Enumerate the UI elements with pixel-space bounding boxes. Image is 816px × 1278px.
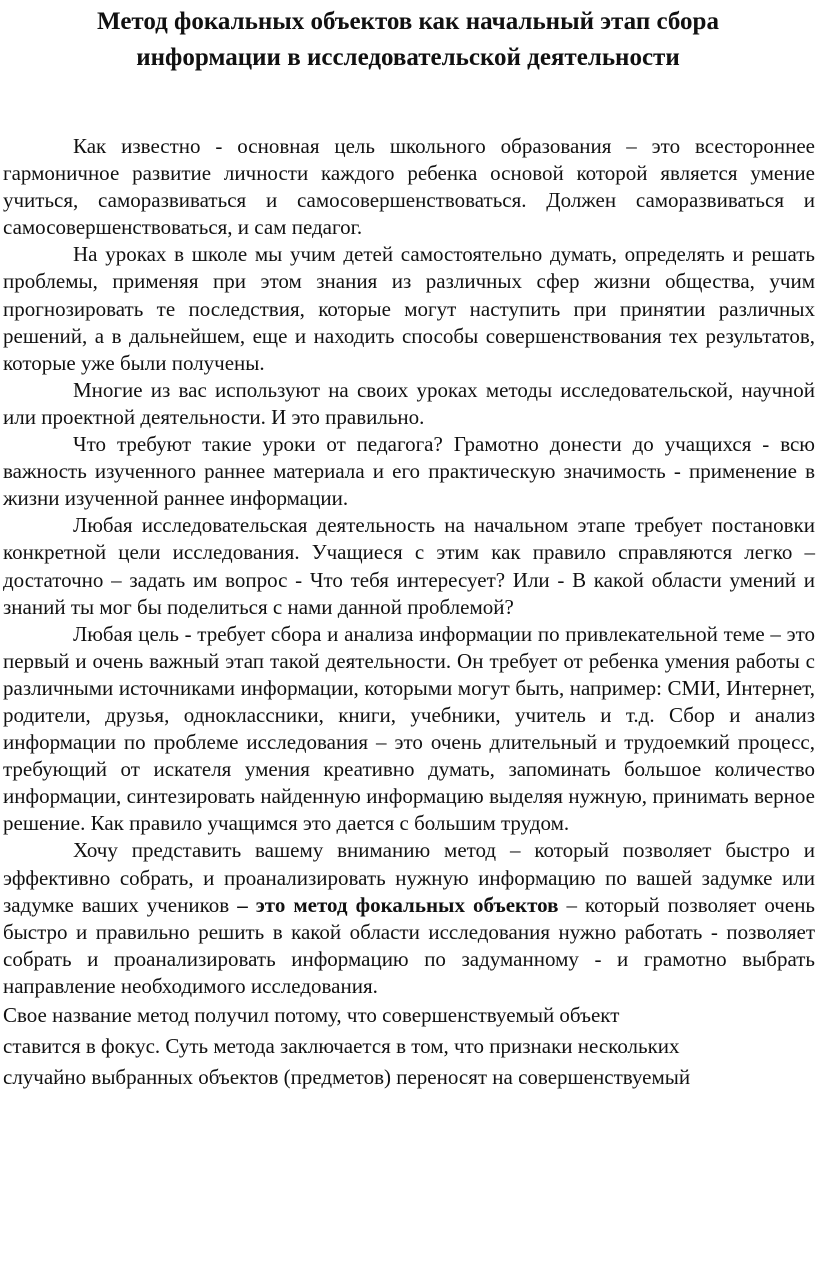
title-line-2: информации в исследовательской деятельности bbox=[136, 44, 680, 71]
closing-line-2: ставится в фокус. Суть метода заключается в том, что признаки нескольких bbox=[3, 1034, 680, 1058]
focal-text-part-2: – который позволяет очень быстро и правильно решить в какой области исследования нужно работать - позволяет собрать и проанализировать информацию по задуманному - и грамотно выбрать направление необходимого исследования. bbox=[3, 892, 816, 998]
focal-method-highlight: – это метод фокальных объектов bbox=[237, 892, 559, 917]
closing-line-1: Свое название метод получил потому, что совершенствуемый объект bbox=[3, 1003, 620, 1027]
paragraph-information-gathering: Любая цель - требует сбора и анализа информации по привлекательной теме – это первый и очень важный этап такой деятельности. Он требует от ребенка умения работы с различными источниками информации, которыми могут быть, например: СМИ, Интернет, родители, друзья, одноклассники, книги, учебники, учитель и т.д. Сбор и анализ информации по проблеме исследования – это очень длительный и трудоемкий процесс, требующий от искателя умения креативно думать, запоминать большое количество информации, синтезировать найденную информацию выделяя нужную, принимать верное решение. Как правило учащимся это дается с большим трудом. bbox=[3, 621, 815, 836]
paragraph-methods: Многие из вас используют на своих уроках методы исследовательской, научной или проектной деятельности. И это правильно. bbox=[3, 377, 815, 429]
document-body bbox=[3, 133, 815, 1093]
paragraph-research-goal: Любая исследовательская деятельность на начальном этапе требует постановки конкретной цели исследования. Учащиеся с этим как правило справляются легко – достаточно – задать им вопрос - Что тебя интересует? Или - В какой области умений и знаний ты мог бы поделиться с нами данной проблемой? bbox=[3, 513, 815, 619]
paragraph-lessons: На уроках в школе мы учим детей самостоятельно думать, определять и решать проблемы, применяя при этом знания из различных сфер жизни общества, учим прогнозировать те последствия, которые могут наступить при принятии различных решений, а в дальнейшем, еще и находить способы совершенствования тех результатов, которые уже были получены. bbox=[3, 242, 815, 375]
paragraph-focal-method bbox=[3, 837, 815, 1000]
title-line-1: Метод фокальных объектов как начальный этап сбора bbox=[97, 8, 719, 35]
closing-line-3: случайно выбранных объектов (предметов) переносят на совершенствуемый bbox=[3, 1065, 691, 1089]
paragraph-goal: Как известно - основная цель школьного образования – это всестороннее гармоничное развитие личности каждого ребенка основой которой является умение учиться, саморазвиваться и самосовершенствоваться. Должен саморазвиваться и самосовершенствоваться, и сам педагог. bbox=[3, 134, 815, 240]
focal-text-part-1: Хочу представить вашему вниманию метод – который позволяет быстро и эффективно собрать, и проанализировать нужную информацию по вашей задумке или задумке ваших учеников bbox=[3, 838, 815, 917]
paragraph-method-name bbox=[3, 1000, 815, 1093]
document-title bbox=[30, 4, 786, 76]
paragraph-requirements: Что требуют такие уроки от педагога? Грамотно донести до учащихся - всю важность изученного раннее материала и его практическую значимость - применение в жизни изученной раннее информации. bbox=[3, 432, 815, 511]
